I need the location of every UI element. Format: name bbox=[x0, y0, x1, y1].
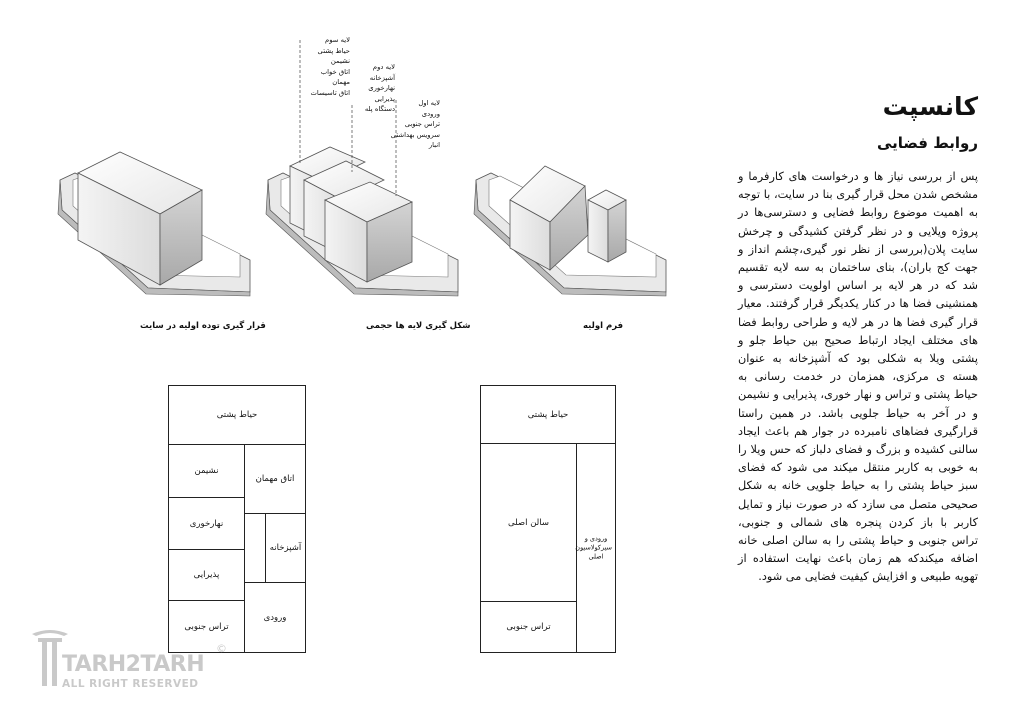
copyright-icon: © bbox=[216, 642, 227, 655]
caption-initial-form: فرم اولیه bbox=[583, 321, 624, 331]
room-south-terrace: تراس جنوبی bbox=[480, 601, 577, 653]
body-paragraph: پس از بررسی نیاز ها و درخواست های کارفرما و مشخص شدن محل قرار گیری بنا در سایت، با توجه به اهمیت موضوع روابط فضایی و دسترسی‌ها در پروژه ویلایی و در نظر گرفتن کشیدگی و چرخش سایت پلان(بررسی از نظر نور گیری،چشم انداز و جهت کج باران)، بنای ساختمان به سه لایه تقسیم شد که در هر لایه بر اساس اولویت دسترسی و همنشینی فضا ها در کنار یکدیگر قرار گرفتند. معیار قرار گیری فضا ها در هر لایه و طراحی روابط فضا های مختلف ایجاد ارتباط صحیح بین حیاط جلو و پشتی ویلا به شکلی بود که آشپزخانه به عنوان هسته ی مرکزی، همزمان در خدمت رسانی به حیاط پشتی و تراس و نهار خوری، پذیرایی و نشیمن و در آخر به حیاط جلویی باشد. در همین راستا قرارگیری فضاهای نامبرده در جوار هم باعث ایجاد سالنی کشیده و بزرگ و فضای دلباز که حس ویلا را به خوبی به کاربر منتقل میکند می شود که فضای سبز حیاط پشتی را به حیاط جلویی خانه به شکل صحیحی متصل می سازد که در صورت نیاز و تمایل کاربر با باز کردن پنجره های شمالی و جنوبی، تراس جنوبی و حیاط پشتی را به سالن اصلی خانه اضافه میکندکه هم زمان باعث نهایت استفاده از تهویه طبیعی و افزایش کیفیت فضایی می شود. bbox=[738, 170, 978, 584]
page-title: کانسپت bbox=[882, 92, 978, 121]
room-backyard: حیاط پشتی bbox=[168, 385, 306, 445]
caption-site-mass: قرار گیری توده اولیه در سایت bbox=[140, 321, 266, 331]
caption-layers: شکل گیری لایه ها حجمی bbox=[366, 321, 471, 331]
room-backyard: حیاط پشتی bbox=[480, 385, 616, 444]
site-mass-diagram bbox=[58, 152, 250, 296]
room-main-hall: سالن اصلی bbox=[480, 443, 577, 602]
plan-right bbox=[480, 385, 616, 653]
room-entrance-circulation: ورودی و سیرکولاسیون اصلی bbox=[576, 443, 616, 653]
room-entrance: ورودی bbox=[244, 582, 306, 653]
watermark-brand: TARH2TARH bbox=[62, 652, 205, 677]
room-reception: پذیرایی bbox=[168, 549, 245, 601]
layer3-note: لایه سوم حیاط پشتی نشیمن اتاق خواب مهمان اتاق تاسیسات bbox=[310, 36, 350, 97]
room-guest: اتاق مهمان bbox=[244, 444, 306, 514]
layer1-note: لایه اول ورودی تراس جنوبی سرویس بهداشتی انبار bbox=[390, 99, 440, 150]
plan-left bbox=[168, 385, 306, 653]
section-subtitle: روابط فضایی bbox=[876, 134, 978, 152]
room-living: نشیمن bbox=[168, 444, 245, 498]
initial-form-diagram bbox=[474, 166, 666, 296]
watermark-logo bbox=[30, 626, 230, 696]
layer2-note: لایه دوم آشپزخانه نهارخوری پذیرایی دستگاه پله bbox=[364, 63, 395, 114]
room-south-terrace: تراس جنوبی bbox=[168, 600, 245, 653]
room-kitchen: آشپزخانه bbox=[265, 513, 306, 583]
watermark-rights: ALL RIGHT RESERVED bbox=[62, 678, 199, 690]
room-dining: نهارخوری bbox=[168, 497, 245, 550]
